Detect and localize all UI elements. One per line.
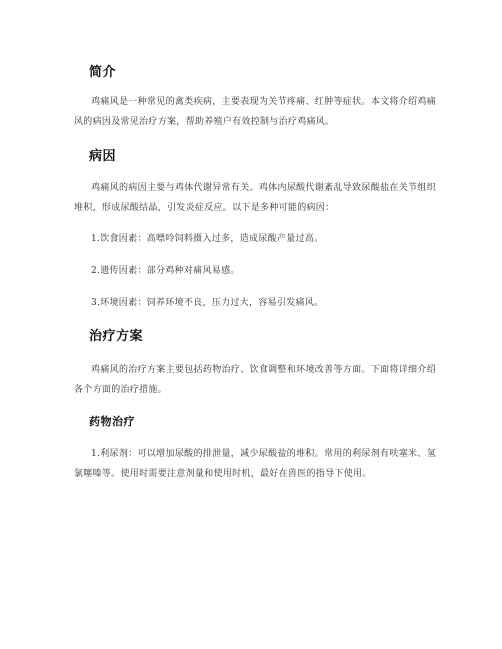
list-item-cause-genetic: 2.遗传因素：部分鸡种对痛风易感。 [91,266,240,276]
heading-causes: 病因 [89,149,117,164]
heading-treatment: 治疗方案 [89,329,144,344]
heading-introduction: 简介 [89,65,117,80]
list-item-diuretics: 1.利尿剂：可以增加尿酸的排泄量，减少尿酸盐的堆积。常用的利尿剂有呋塞米、氢氯噻嗪等。使用时需要注意剂量和使用时机，最好在兽医的指导下使用。 [74,449,436,479]
list-item-cause-environment: 3.环境因素：饲养环境不良，压力过大，容易引发痛风。 [91,298,324,308]
paragraph-introduction: 鸡痛风是一种常见的禽类疾病，主要表现为关节疼痛、红肿等症状。本文将介绍鸡痛风的病因及常见治疗方案，帮助养殖户有效控制与治疗鸡痛风。 [74,97,436,127]
paragraph-causes: 鸡痛风的病因主要与鸡体代谢异常有关。鸡体内尿酸代谢紊乱导致尿酸盐在关节组织堆积，形成尿酸结晶，引发炎症反应。以下是多种可能的病因： [74,183,436,213]
list-item-cause-diet: 1.饮食因素：高嘌呤饲料摄入过多，造成尿酸产量过高。 [91,234,324,244]
heading-drug-treatment: 药物治疗 [89,415,135,428]
document-content [74,64,436,484]
paragraph-treatment: 鸡痛风的治疗方案主要包括药物治疗、饮食调整和环境改善等方面。下面将详细介绍各个方面的治疗措施。 [74,365,436,395]
